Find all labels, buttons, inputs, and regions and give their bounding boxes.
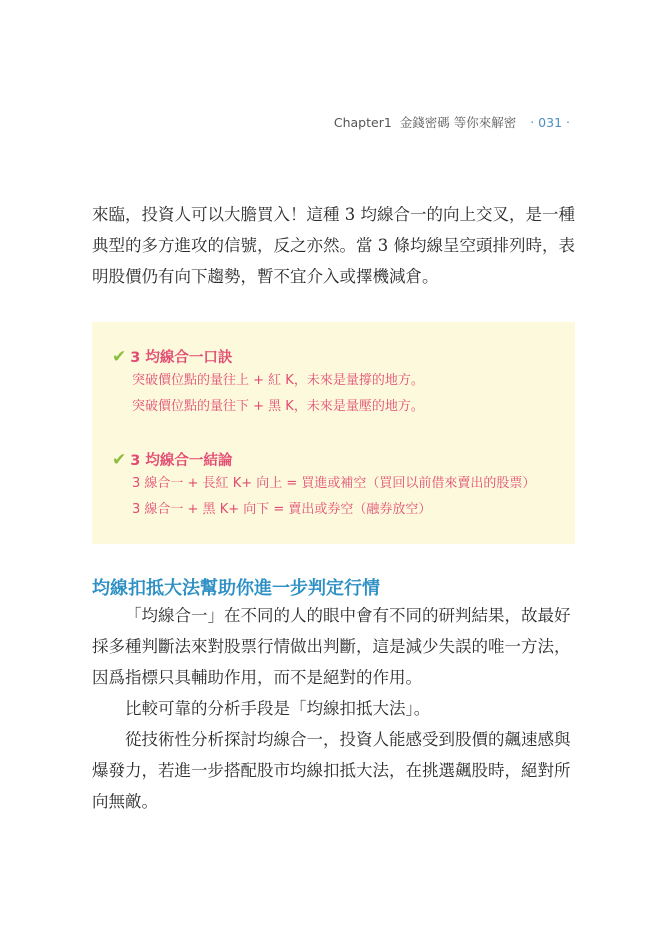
body-text [92, 600, 576, 817]
body-paragraph: 比較可靠的分析手段是「均線扣抵大法」。 [125, 699, 431, 718]
callout-box [92, 322, 575, 544]
page-number: ‧ 031 ‧ [530, 115, 570, 130]
section-heading: 均線扣抵大法幫助你進一步判定行情 [92, 578, 380, 599]
check-icon: ✔ [112, 347, 127, 367]
chapter-label: Chapter1 [333, 115, 392, 130]
body-paragraph: 「均線合一」在不同的人的眼中會有不同的研判結果，故最好採多種判斷法來對股票行情做出判斷，這是減少失誤的唯一方法，因爲指標只具輔助作用，而不是絕對的作用。 [92, 606, 571, 687]
section-line: 突破價位點的量往上 + 紅 K，未來是量撐的地方。 [132, 373, 424, 388]
section-line: 突破價位點的量往下 + 黑 K，未來是量壓的地方。 [132, 399, 424, 414]
callout-section-formula [112, 346, 424, 420]
section-line: 3 線合一 + 黑 K+ 向下 = 賣出或券空（融券放空） [132, 502, 432, 517]
section-line: 3 線合一 + 長紅 K+ 向上 = 買進或補空（買回以前借來賣出的股票） [132, 476, 536, 491]
chapter-title: 金錢密碼 等你來解密 [399, 115, 517, 130]
section-title: 3 均線合一口訣 [130, 350, 233, 366]
running-header [334, 113, 570, 131]
section-title: 3 均線合一結論 [130, 453, 233, 469]
check-icon: ✔ [112, 450, 127, 470]
intro-paragraph: 來臨，投資人可以大膽買入！這種 3 均線合一的向上交叉，是一種典型的多方進攻的信號，反之亦然。當 3 條均線呈空頭排列時，表明股價仍有向下趨勢，暫不宜介入或擇機減倉。 [92, 205, 575, 286]
body-paragraph: 從技術性分析探討均線合一，投資人能感受到股價的飆速感與爆發力，若進一步搭配股市均線扣抵大法，在挑選飆股時，絕對所向無敵。 [92, 730, 571, 811]
callout-section-conclusion [112, 449, 535, 523]
